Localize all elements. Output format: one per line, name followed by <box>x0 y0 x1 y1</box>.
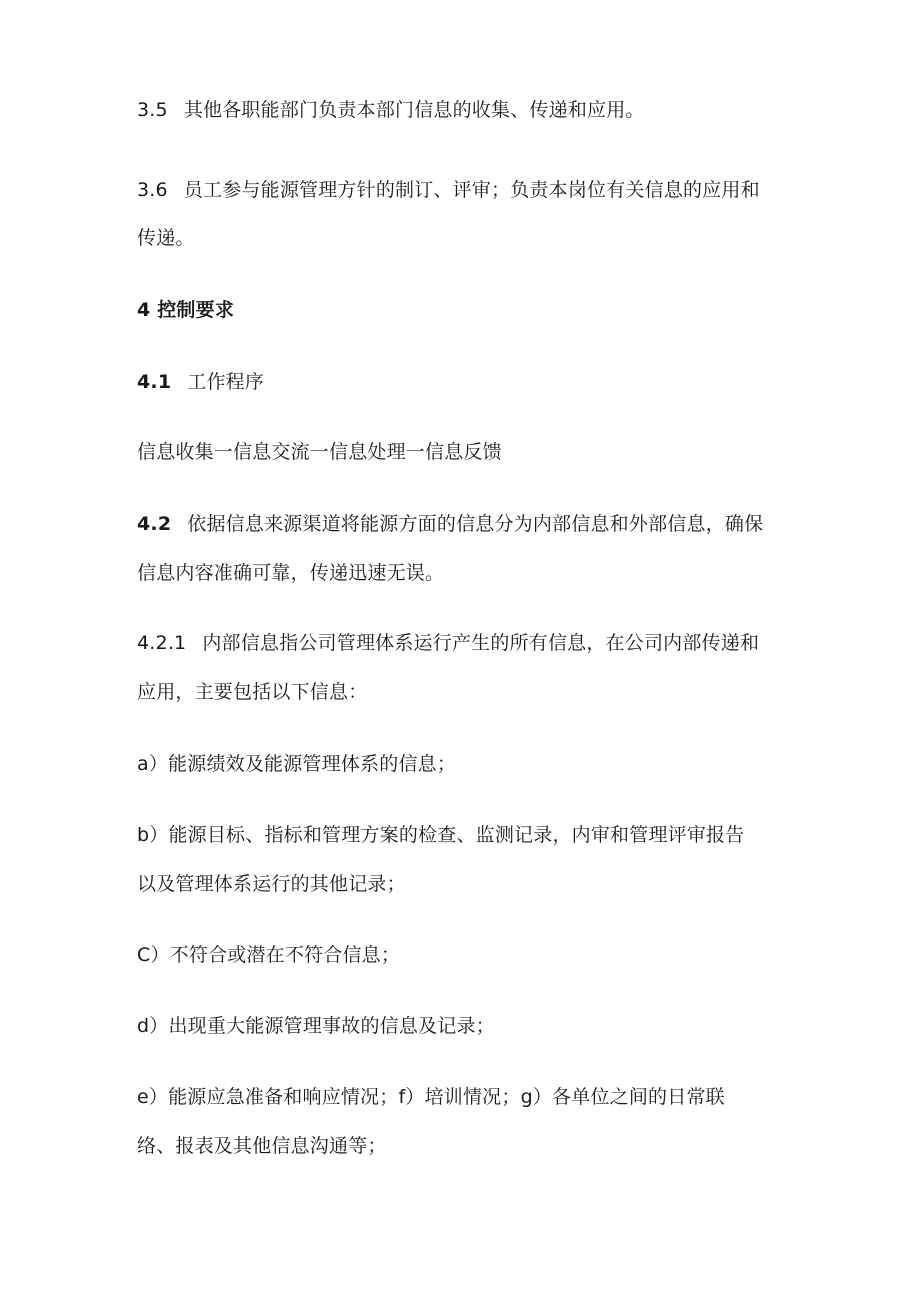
list-item-c <box>137 943 400 967</box>
paragraph-4-1 <box>137 370 264 394</box>
paragraph-3-5 <box>137 98 645 122</box>
list-item-b-line1 <box>137 823 744 847</box>
paragraph-text: 员工参与能源管理方针的制订、评审；负责本岗位有关信息的应用和 <box>183 179 760 201</box>
list-item-text: e）能源应急准备和响应情况；f）培训情况；g）各单位之间的日常联 <box>137 1086 725 1108</box>
section-heading-4 <box>137 298 234 322</box>
list-item-text: 以及管理体系运行的其他记录； <box>137 873 406 895</box>
paragraph-4-2-line1 <box>137 512 763 536</box>
paragraph-4-2-1-line2 <box>137 680 367 704</box>
paragraph-text: 其他各职能部门负责本部门信息的收集、传递和应用。 <box>183 99 645 121</box>
list-item-a <box>137 752 456 776</box>
list-item-text: a）能源绩效及能源管理体系的信息； <box>137 753 457 775</box>
paragraph-4-2-1-line1 <box>137 631 759 655</box>
paragraph-4-2-line2 <box>137 561 444 585</box>
section-number: 4.2 <box>137 513 172 535</box>
heading-text: 4 控制要求 <box>137 299 235 321</box>
list-item-d <box>137 1014 495 1038</box>
list-item-text: 络、报表及其他信息沟通等； <box>137 1135 387 1157</box>
list-item-b-line2 <box>137 872 406 896</box>
section-number: 3.6 <box>137 179 168 201</box>
list-item-efg-line1 <box>137 1085 725 1109</box>
paragraph-text: 内部信息指公司管理体系运行产生的所有信息，在公司内部传递和 <box>202 632 760 654</box>
section-number: 3.5 <box>137 99 168 121</box>
section-number: 4.1 <box>137 371 172 393</box>
paragraph-text: 应用，主要包括以下信息： <box>137 681 368 703</box>
paragraph-3-6-line2 <box>137 226 195 250</box>
list-item-text: C）不符合或潜在不符合信息； <box>137 944 401 966</box>
paragraph-text: 传递。 <box>137 227 195 249</box>
paragraph-text: 信息内容准确可靠，传递迅速无误。 <box>137 562 445 584</box>
process-flow <box>137 440 502 464</box>
section-number: 4.2.1 <box>137 632 187 654</box>
list-item-text: d）出现重大能源管理事故的信息及记录； <box>137 1015 495 1037</box>
paragraph-3-6-line1 <box>137 178 760 202</box>
paragraph-text: 工作程序 <box>187 371 265 393</box>
paragraph-text: 信息收集一信息交流一信息处理一信息反馈 <box>137 441 502 463</box>
paragraph-text: 依据信息来源渠道将能源方面的信息分为内部信息和外部信息，确保 <box>187 513 764 535</box>
list-item-text: b）能源目标、指标和管理方案的检查、监测记录，内审和管理评审报告 <box>137 824 745 846</box>
list-item-efg-line2 <box>137 1134 387 1158</box>
